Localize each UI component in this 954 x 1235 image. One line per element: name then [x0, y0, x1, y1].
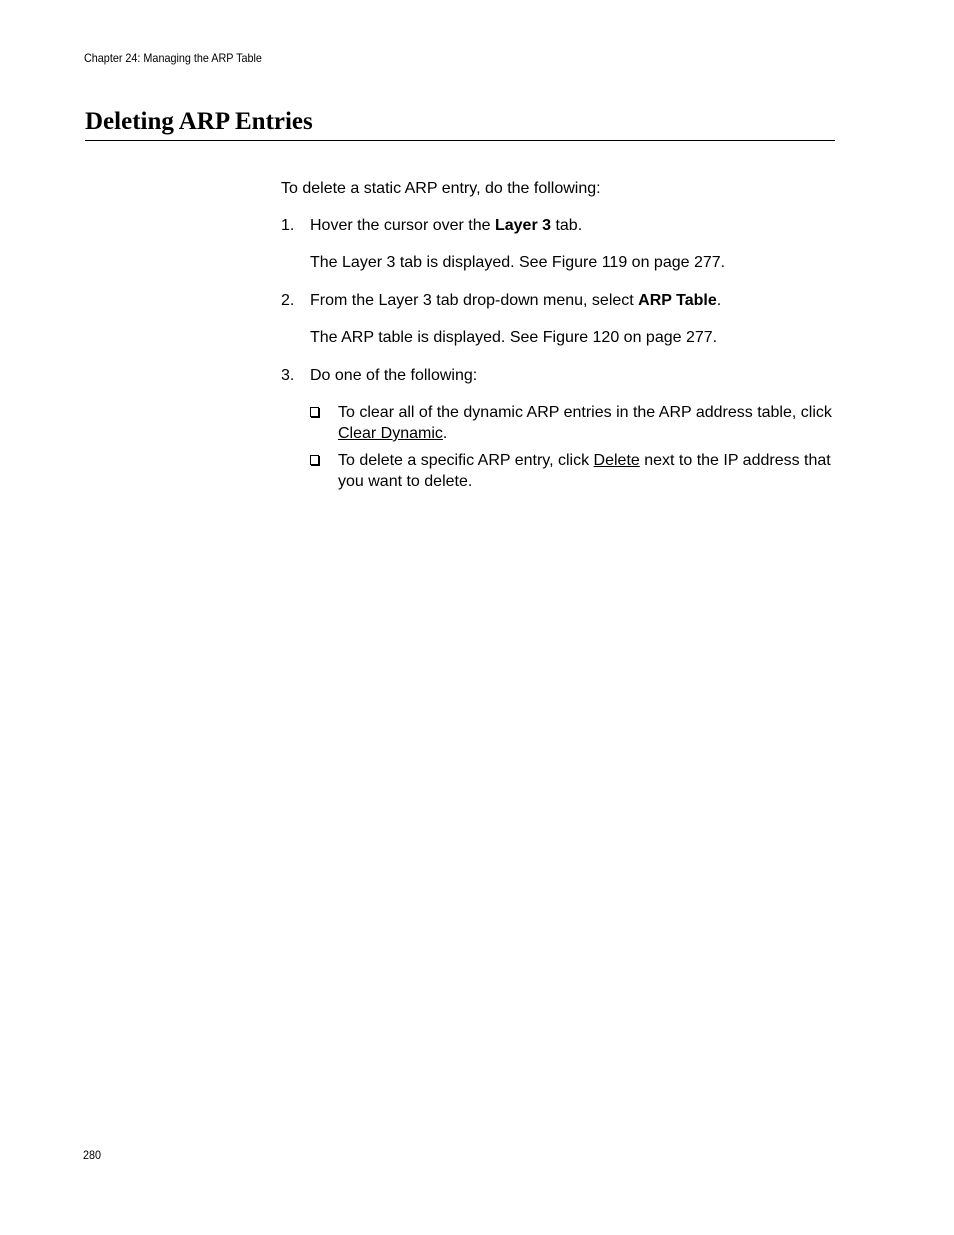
intro-text: To delete a static ARP entry, do the following:: [281, 180, 601, 197]
delete-link[interactable]: Delete: [593, 452, 640, 469]
bullet-text-after: .: [442, 425, 448, 442]
step-text-before: From the Layer 3 tab drop-down menu, select: [310, 292, 639, 309]
step-text: [310, 290, 721, 311]
step-bold-term: ARP Table: [638, 292, 717, 309]
title-divider: [85, 140, 835, 141]
section-title: Deleting ARP Entries: [85, 108, 313, 135]
step-text-before: Hover the cursor over the: [310, 217, 495, 234]
bullet-text-after: next to the IP address that you want to delete.: [338, 452, 831, 490]
step-text-after: tab.: [551, 217, 583, 234]
page-number: 280: [83, 1148, 102, 1162]
step-2-note: The ARP table is displayed. See Figure 120 on page 277.: [310, 329, 718, 346]
clear-dynamic-link[interactable]: Clear Dynamic: [338, 425, 443, 442]
step-number: 3.: [281, 367, 295, 384]
step-text: [310, 215, 582, 236]
bullet-text-before: To delete a specific ARP entry, click: [338, 452, 594, 469]
step-bold-term: Layer 3: [494, 217, 552, 234]
bullet-text: [338, 450, 840, 492]
step-number: 1.: [281, 217, 295, 234]
step-number: 2.: [281, 292, 295, 309]
checkbox-bullet-icon: [310, 407, 319, 417]
running-header: Chapter 24: Managing the ARP Table: [84, 51, 262, 65]
checkbox-bullet-icon: [310, 455, 319, 465]
step-text: Do one of the following:: [310, 367, 478, 384]
bullet-text: [338, 402, 840, 444]
step-1-note: The Layer 3 tab is displayed. See Figure 119 on page 277.: [310, 254, 726, 271]
bullet-text-before: To clear all of the dynamic ARP entries in the ARP address table, click: [338, 404, 832, 421]
step-text-after: .: [716, 292, 722, 309]
